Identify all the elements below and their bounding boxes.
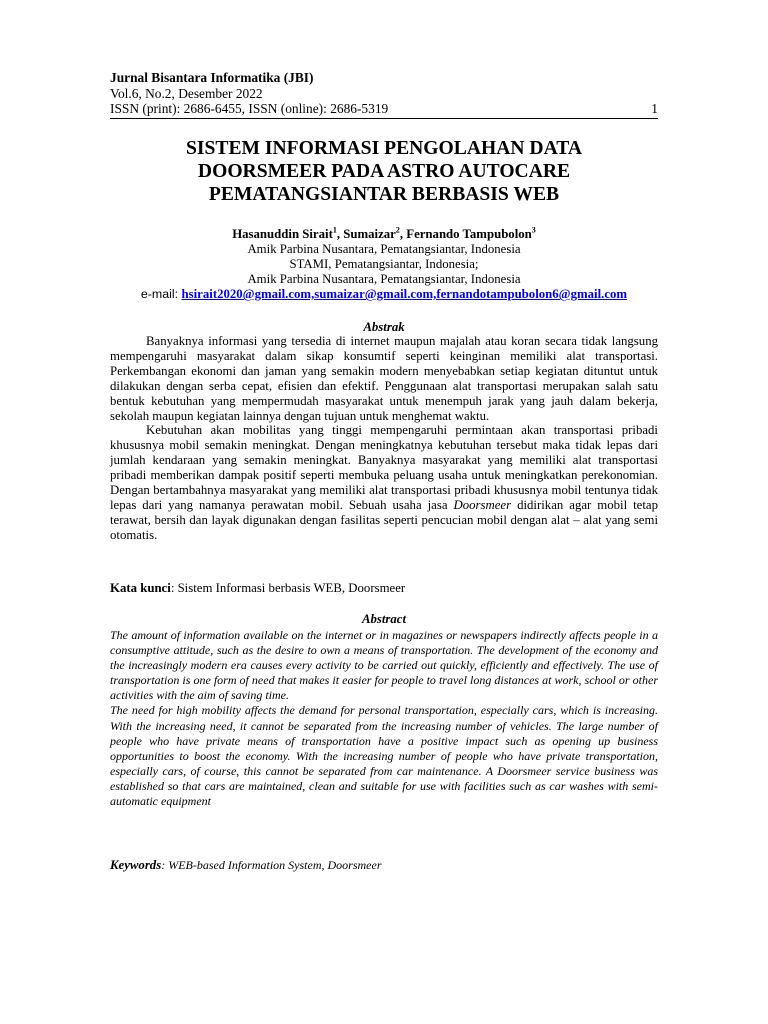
journal-volume: Vol.6, No.2, Desember 2022 bbox=[110, 85, 263, 101]
author-1-sup: 1 bbox=[332, 225, 337, 235]
author-block bbox=[100, 227, 668, 302]
kata-kunci-label: Kata kunci bbox=[110, 581, 171, 595]
email-label: e-mail: bbox=[140, 287, 182, 301]
paper-title bbox=[110, 137, 658, 206]
keywords bbox=[110, 858, 658, 873]
author-3: Fernando Tampubolon bbox=[406, 227, 532, 241]
author-2-sup: 2 bbox=[395, 225, 400, 235]
abstrak-heading: Abstrak bbox=[363, 320, 405, 334]
abstract-heading: Abstract bbox=[361, 612, 407, 626]
journal-issn-row bbox=[110, 101, 658, 119]
abstrak-paragraph-2 bbox=[110, 423, 658, 542]
abstrak-paragraph-2-part-a: Kebutuhan akan mobilitas yang tinggi mempengaruhi permintaan akan transportasi pribadi khususnya mobil semakin meningkat. Dengan meningkatnya kebutuhan tersebut maka tidak lepas dari jumlah kendaraan yang semakin meningkat. Banyaknya masyarakat yang memiliki alat transportasi pribadi memberikan dampak positif seperti membuka peluang usaha untuk meningkatkan perekonomian. Dengan bertambahnya masyarakat yang memiliki alat transportasi pribadi khususnya mobil tentunya tidak lepas dari yang namanya perawatan mobil. Sebuah usaha jasa bbox=[110, 423, 658, 512]
journal-header bbox=[110, 70, 658, 119]
author-3-sup: 3 bbox=[531, 225, 536, 235]
abstract-paragraph-2: The need for high mobility affects the demand for personal transportation, especially cars, which is increasing. With the increasing need, it cannot be separated from the increasing number of vehicles. The large number of people who have private means of transportation have a positive impact such as opening up business opportunities to boost the economy. With the increasing number of people who have private transportation, especially cars, of course, this cannot be separated from car maintenance. A Doorsmeer service business was established so that cars are maintained, clean and suitable for use with facilities such as car washes with semi-automatic equipment bbox=[110, 703, 658, 809]
title-line-3: PEMATANGSIANTAR BERBASIS WEB bbox=[208, 184, 560, 205]
author-1: Hasanuddin Sirait bbox=[232, 227, 333, 241]
kata-kunci bbox=[110, 581, 658, 596]
author-separator: , bbox=[399, 227, 407, 241]
abstract-body bbox=[110, 628, 658, 809]
author-separator: , bbox=[336, 227, 344, 241]
email-row bbox=[100, 287, 668, 302]
abstrak-paragraph-2-italic: Doorsmeer bbox=[453, 497, 512, 512]
email-link[interactable]: hsirait2020@gmail.com,sumaizar@gmail.com,fernandotampubolon6@gmail.com bbox=[181, 287, 628, 301]
page-number: 1 bbox=[651, 101, 658, 116]
author-2: Sumaizar bbox=[343, 227, 396, 241]
author-names bbox=[100, 227, 668, 242]
journal-issn: ISSN (print): 2686-6455, ISSN (online): 2686-5319 bbox=[110, 101, 389, 116]
affiliation-3: Amik Parbina Nusantara, Pematangsiantar, Indonesia bbox=[247, 272, 521, 286]
journal-name: Jurnal Bisantara Informatika (JBI) bbox=[110, 70, 314, 85]
affiliation-1: Amik Parbina Nusantara, Pematangsiantar, Indonesia bbox=[247, 242, 521, 256]
affiliation-2: STAMI, Pematangsiantar, Indonesia; bbox=[289, 257, 479, 271]
keywords-value: : WEB-based Information System, Doorsmeer bbox=[161, 858, 382, 872]
title-line-2: DOORSMEER PADA ASTRO AUTOCARE bbox=[197, 161, 571, 182]
abstrak-paragraph-2-part-b: didirikan agar mobil tetap terawat, bersih dan layak digunakan dengan fasilitas seperti pencucian mobil dengan alat – alat yang semi otomatis. bbox=[110, 497, 659, 542]
keywords-label: Keywords bbox=[110, 858, 162, 872]
abstract-paragraph-1: The amount of information available on the internet or in magazines or newspapers indirectly affects people in a consumptive attitude, such as the desire to own a means of transportation. The development of the economy and the increasingly modern era causes every activity to be carried out quickly, efficiently and effectively. The use of transportation is one form of need that makes it easier for people to travel long distances at work, school or other activities with the aim of saving time. bbox=[110, 628, 658, 703]
abstrak-paragraph-1: Banyaknya informasi yang tersedia di internet maupun majalah atau koran secara tidak langsung mempengaruhi masyarakat dalam sikap konsumtif seperti keinginan memiliki alat transportasi. Perkembangan ekonomi dan jaman yang semakin modern menyebabkan setiap kegiatan dituntut untuk dilakukan dengan serba cepat, efisien dan efektif. Penggunaan alat transportasi merupakan salah satu bentuk kebutuhan yang mempermudah masyarakat untuk menempuh jarak yang jauh dalam bekerja, sekolah maupun kegiatan lainnya dengan tujuan untuk menghemat waktu. bbox=[110, 334, 658, 423]
kata-kunci-value: : Sistem Informasi berbasis WEB, Doorsmeer bbox=[170, 581, 406, 595]
abstrak-body bbox=[110, 334, 658, 543]
title-line-1: SISTEM INFORMASI PENGOLAHAN DATA bbox=[185, 138, 583, 159]
